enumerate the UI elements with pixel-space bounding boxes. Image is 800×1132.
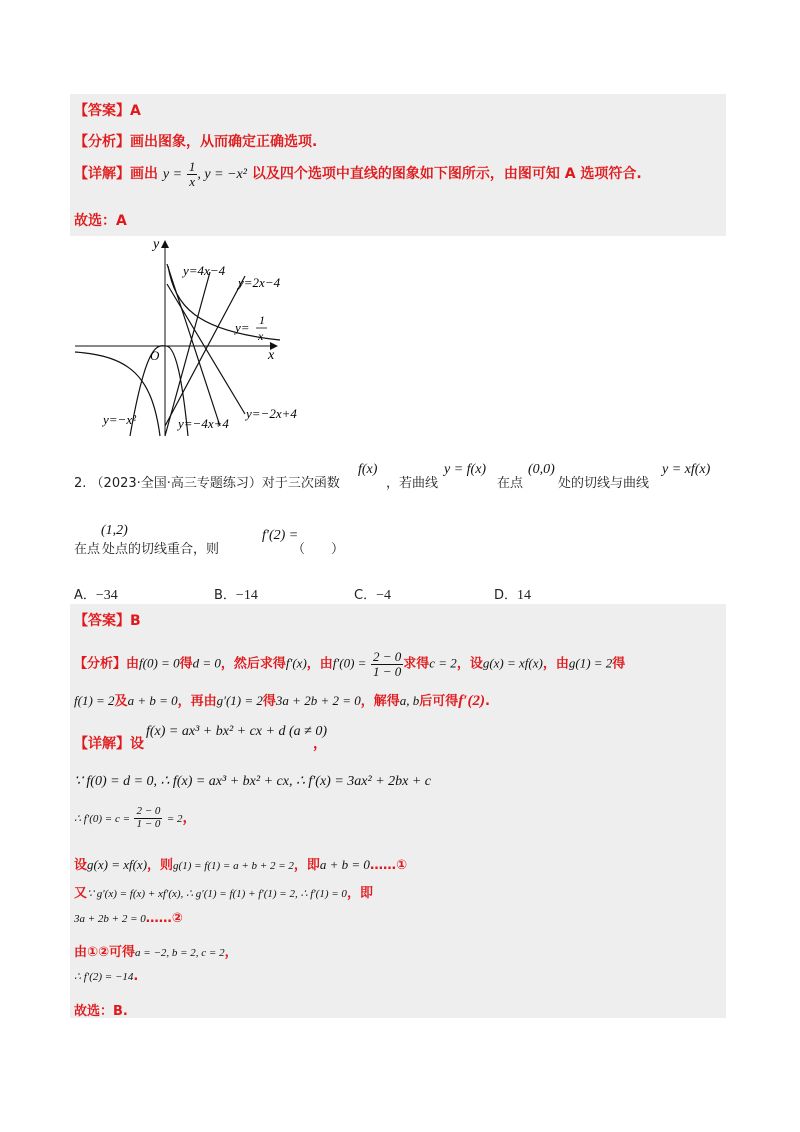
b-fp2: f′(2) bbox=[458, 693, 485, 709]
q2-t5: 处点的切线重合，则 bbox=[102, 542, 220, 557]
e3: ，即 bbox=[293, 858, 320, 873]
answer-label: 【答案】 bbox=[74, 103, 130, 119]
detail-eq-line-2 bbox=[74, 806, 197, 830]
x-axis-label: x bbox=[268, 348, 275, 363]
e4: ……① bbox=[369, 858, 407, 873]
option-c bbox=[354, 584, 391, 604]
origin-label: O bbox=[150, 348, 160, 363]
option-d-value: 14 bbox=[517, 588, 532, 603]
e-ab: a + b = 0 bbox=[319, 857, 370, 872]
choose-text-2: 故选：B. bbox=[74, 1004, 128, 1019]
q2-t2: 在点 bbox=[497, 476, 524, 491]
q2-p00: (0,0) bbox=[528, 462, 555, 477]
answer-label-2: 【答案】 bbox=[74, 613, 130, 629]
line2-post: = 2 bbox=[166, 813, 183, 826]
a-c2: c = 2 bbox=[429, 655, 457, 671]
function-graph bbox=[70, 236, 310, 448]
b2: ，再由 bbox=[177, 694, 217, 709]
h1: 由①②可得 bbox=[74, 945, 136, 960]
choose-line-1 bbox=[74, 210, 127, 230]
a5: 求得 bbox=[403, 656, 430, 672]
b4: ，解得 bbox=[360, 694, 400, 709]
b-ab2: a, b bbox=[399, 693, 420, 708]
a7: ，由 bbox=[542, 656, 569, 672]
answer-line-2 bbox=[74, 610, 141, 630]
detail-eq-line-6 bbox=[74, 941, 238, 960]
detail-line-2 bbox=[74, 733, 144, 753]
option-a bbox=[74, 584, 118, 604]
analysis-line-1 bbox=[74, 131, 317, 151]
e-gx: g(x) = xf(x) bbox=[87, 857, 148, 872]
label-parabola: y=−x² bbox=[103, 412, 136, 427]
a-d0: d = 0 bbox=[192, 655, 221, 671]
option-d bbox=[494, 584, 531, 604]
choose-line-2 bbox=[74, 1000, 128, 1019]
detail-eq-lhs: y = bbox=[162, 167, 183, 183]
a4: ，由 bbox=[306, 656, 333, 672]
a6: ，设 bbox=[456, 656, 483, 672]
option-a-label: A． bbox=[74, 588, 96, 603]
label-neg4x+4: y=−4x+4 bbox=[178, 416, 229, 431]
answer-value-2: B bbox=[130, 613, 141, 629]
line2-pre: ∴ f′(0) = c = bbox=[74, 813, 131, 826]
label-reciprocal-pre: y= bbox=[235, 320, 250, 335]
a-frac-den: 1 − 0 bbox=[372, 663, 402, 679]
label-reciprocal-den: x bbox=[258, 329, 264, 343]
b5: 后可得 bbox=[419, 694, 459, 709]
detail-eq-line-5 bbox=[74, 911, 183, 926]
option-b-label: B． bbox=[214, 588, 236, 603]
label-reciprocal-num: 1 bbox=[259, 313, 265, 327]
b3: 得 bbox=[262, 694, 276, 709]
a8: 得 bbox=[612, 656, 626, 672]
a3: ，然后求得 bbox=[220, 656, 286, 672]
option-b-value: −14 bbox=[235, 588, 258, 603]
e2: ，则 bbox=[147, 858, 174, 873]
e1: 设 bbox=[74, 858, 88, 873]
q2-paren: （ ） bbox=[292, 542, 345, 557]
detail-eq-line-3 bbox=[74, 854, 407, 873]
detail-label-2: 【详解】 bbox=[74, 736, 130, 752]
q2-t3: 处的切线与曲线 bbox=[558, 476, 650, 491]
answer-line-1 bbox=[74, 100, 141, 120]
a2: 得 bbox=[179, 656, 193, 672]
choose-text: 故选：A bbox=[74, 213, 127, 229]
q2-fx: f(x) bbox=[358, 462, 378, 477]
a-fpx: f′(x) bbox=[285, 655, 307, 671]
a-fraction bbox=[371, 650, 403, 678]
analysis-label-2: 【分析】 bbox=[74, 656, 127, 672]
i1: . bbox=[133, 969, 139, 984]
detail-post: 以及四个选项中直线的图象如下图所示，由图可知 A 选项符合. bbox=[251, 166, 642, 183]
a1: 由 bbox=[126, 656, 140, 672]
detail-eq-rest: , y = −x² bbox=[197, 167, 247, 183]
a-fp0: f′(0) = bbox=[332, 655, 367, 671]
option-c-label: C． bbox=[354, 588, 377, 603]
y-axis-label: y bbox=[153, 237, 160, 252]
detail-label: 【详解】 bbox=[74, 166, 130, 183]
detail-eq-line-4 bbox=[74, 882, 373, 901]
frac-den: x bbox=[189, 173, 196, 189]
q2-t4: 在点 bbox=[74, 542, 101, 557]
line2-frac-den: 1 − 0 bbox=[136, 817, 161, 830]
label-2x-4: y=2x−4 bbox=[238, 275, 281, 290]
a-gx: g(x) = xf(x) bbox=[482, 655, 543, 671]
b1: 及 bbox=[114, 694, 128, 709]
b-eq: 3a + 2b + 2 = 0 bbox=[275, 693, 361, 708]
f1: 又 bbox=[74, 886, 88, 901]
detail-line-1 bbox=[74, 160, 642, 188]
line2-tail: ， bbox=[182, 810, 197, 827]
g-eq: 3a + 2b + 2 = 0 bbox=[74, 913, 146, 925]
b-ab: a + b = 0 bbox=[127, 693, 178, 708]
answer-value: A bbox=[130, 103, 141, 119]
q2-p12: (1,2) bbox=[101, 523, 128, 538]
option-c-value: −4 bbox=[376, 588, 391, 603]
analysis-label: 【分析】 bbox=[74, 134, 130, 150]
option-a-value: −34 bbox=[95, 588, 118, 603]
line-neg2x+4 bbox=[167, 284, 245, 414]
y-axis-arrow bbox=[161, 240, 169, 248]
d1: 设 bbox=[130, 736, 144, 752]
label-4x-4: y=4x−4 bbox=[183, 263, 226, 278]
line2-fraction bbox=[134, 806, 162, 830]
a-g1: g(1) = 2 bbox=[568, 655, 613, 671]
d2: ， bbox=[313, 736, 327, 752]
detail-fraction bbox=[187, 160, 198, 188]
h2: ， bbox=[224, 945, 238, 960]
b-f1: f(1) = 2 bbox=[74, 693, 115, 708]
frac-num: 1 bbox=[188, 159, 196, 174]
line2-frac-num: 2 − 0 bbox=[136, 805, 161, 817]
e-g1: g(1) = f(1) = a + b + 2 = 2 bbox=[173, 860, 294, 872]
a-f0: f(0) = 0 bbox=[139, 655, 180, 671]
question-number: 2. bbox=[74, 476, 87, 491]
b6: . bbox=[485, 694, 490, 709]
graph-svg bbox=[70, 236, 310, 448]
detail-pre: 画出 bbox=[130, 166, 158, 183]
b-gp1: g′(1) = 2 bbox=[216, 693, 263, 708]
f2: ，即 bbox=[346, 886, 373, 901]
line-2x-4 bbox=[165, 276, 245, 426]
detail-eq-line-7 bbox=[74, 969, 138, 984]
i-eq: ∴ f′(2) = −14 bbox=[74, 971, 134, 983]
option-d-label: D． bbox=[494, 588, 518, 603]
analysis-text: 画出图象，从而确定正确选项. bbox=[130, 134, 318, 150]
option-b bbox=[214, 584, 258, 604]
q2-yxfx: y = xf(x) bbox=[662, 462, 711, 477]
question-source: （2023·全国·高三专题练习）对于三次函数 bbox=[90, 476, 340, 491]
d-fx: f(x) = ax³ + bx² + cx + d (a ≠ 0) bbox=[146, 724, 327, 739]
g1: ……② bbox=[145, 911, 183, 926]
f-eq: ∵ g′(x) = f(x) + xf′(x), ∴ g′(1) = f(1) + f′(1) = 2, ∴ f′(1) = 0 bbox=[87, 888, 347, 900]
q2-t1: ，若曲线 bbox=[386, 476, 439, 491]
h-eq: a = −2, b = 2, c = 2 bbox=[135, 947, 225, 959]
q2-fp2: f′(2) = bbox=[262, 528, 299, 543]
label-neg2x+4: y=−2x+4 bbox=[246, 406, 297, 421]
analysis-line-2b bbox=[74, 690, 490, 710]
question-2-line-1 bbox=[74, 472, 340, 491]
a-frac-num: 2 − 0 bbox=[372, 649, 402, 664]
analysis-line-2a bbox=[74, 650, 625, 678]
q2-yfx: y = f(x) bbox=[444, 462, 487, 477]
detail-eq-line-1: ∵ f(0) = d = 0, ∴ f(x) = ax³ + bx² + cx, ∴ f′(x) = 3ax² + 2bx + c bbox=[74, 774, 432, 789]
